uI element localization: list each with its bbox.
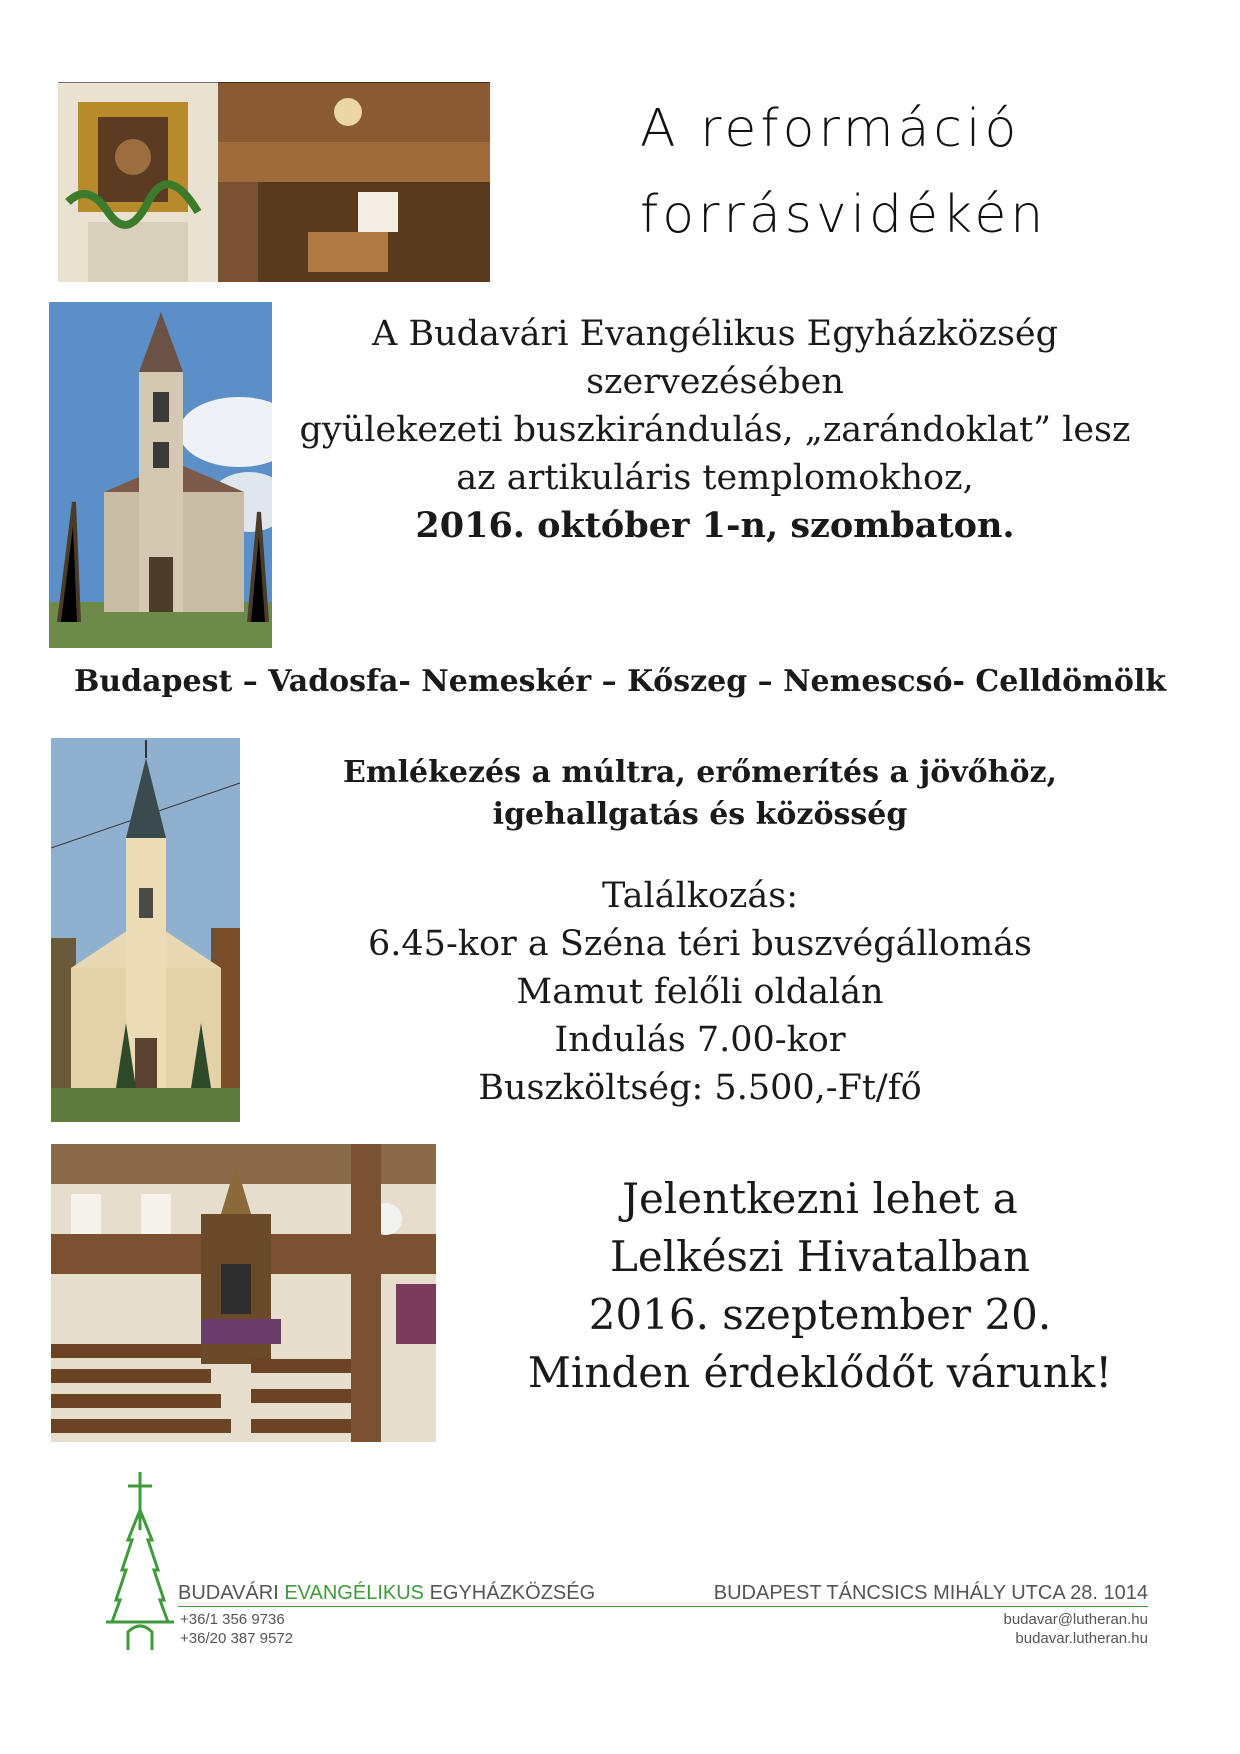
intro-line-3: gyülekezeti buszkirándulás, „zarándoklat” lesz (299, 410, 1131, 450)
contact-block (800, 1610, 1148, 1648)
registration-deadline: 2016. szeptember 20. (588, 1290, 1052, 1339)
pews-interior-photo (51, 1144, 436, 1442)
meeting-block (260, 872, 1140, 1112)
meeting-line-1: 6.45-kor a Széna téri buszvégállomás (368, 924, 1032, 964)
intro-block (290, 310, 1140, 550)
church-logo-icon (100, 1470, 180, 1652)
email-link[interactable]: budavar@lutheran.hu (1003, 1611, 1148, 1628)
motto-line-1: Emlékezés a múltra, erőmerítés a jövőhöz, (343, 755, 1057, 790)
title-line-2: forrásvidékén (640, 185, 1048, 245)
route-line: Budapest – Vadosfa- Nemeskér – Kőszeg – Nemescsó- Celldömölk (73, 664, 1167, 699)
intro-line-2: szervezésében (586, 362, 844, 402)
registration-block (440, 1170, 1200, 1402)
meeting-heading: Találkozás: (601, 876, 799, 916)
church-facade-photo (51, 738, 240, 1122)
intro-line-4: az artikuláris templomokhoz, (456, 458, 974, 498)
intro-line-1: A Budavári Evangélikus Egyházközség (371, 314, 1059, 354)
org-name-part-3: EGYHÁZKÖZSÉG (424, 1582, 596, 1604)
title-line-1: A reformáció (640, 99, 1021, 159)
phone-2: +36/20 387 9572 (180, 1630, 294, 1647)
bus-cost: Buszköltség: 5.500,-Ft/fő (478, 1068, 922, 1108)
invitation-line: Minden érdeklődőt várunk! (527, 1348, 1113, 1397)
event-date: 2016. október 1-n, szombaton. (415, 505, 1015, 546)
postal-address: BUDAPEST TÁNCSICS MIHÁLY UTCA 28. 1014 (713, 1582, 1148, 1604)
departure-time: Indulás 7.00-kor (554, 1020, 846, 1060)
phone-list (180, 1610, 293, 1648)
meeting-line-2: Mamut felőli oldalán (516, 972, 884, 1012)
motto-line-2: igehallgatás és közösség (492, 797, 908, 832)
organization-name (178, 1582, 595, 1605)
motto-block (260, 752, 1140, 836)
registration-line-2: Lelkészi Hivatalban (609, 1232, 1031, 1281)
org-name-part-1: BUDAVÁRI (178, 1582, 285, 1604)
phone-1: +36/1 356 9736 (180, 1611, 285, 1628)
altar-interior-photo (58, 82, 490, 282)
page-title (640, 86, 1200, 258)
website-link[interactable]: budavar.lutheran.hu (1015, 1630, 1148, 1647)
church-tower-photo (49, 302, 272, 648)
footer-divider (178, 1606, 1148, 1607)
org-name-part-2: EVANGÉLIKUS (284, 1582, 425, 1604)
registration-line-1: Jelentkezni lehet a (622, 1174, 1018, 1223)
